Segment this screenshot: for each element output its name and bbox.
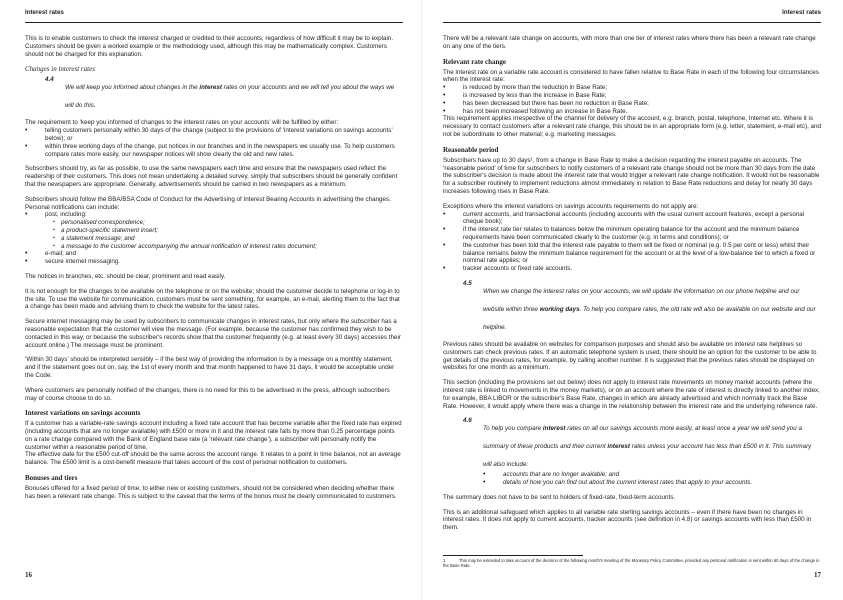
page-number: 17 <box>814 571 821 579</box>
footnote-number: 1 <box>443 558 446 563</box>
running-head: Interest rates <box>782 9 821 16</box>
list-item: • has not been increased following an increase in Base Rate. <box>443 108 821 116</box>
reasonable-period-paragraph: Subscribers have up to 30 days¹, from a change in Base Rate to make a decision regarding the interest payable on accounts. The ‘reasonable period’ of time for subscribers to notify customers of a relevant rate change should not be more than 30 days from the date the subscriber's decision is made about the interest rate that would trigger a relevant rate change notification. It would not be reasonable for a subscriber routinely to implement reductions almost immediately in relation to Base Rate reductions and delay for nearly 30 days increases following rises in Base Rate. <box>443 156 820 195</box>
header-rule <box>25 22 403 23</box>
page-right <box>443 0 821 600</box>
list-item: • post, including: <box>25 211 403 219</box>
exceptions-paragraph: Exceptions where the interest variations on savings accounts requirements do not apply are: <box>443 202 699 210</box>
list-item: • telling customers personally within 30 days of the change (subject to the provisions of ‘interest variations on savings accounts’ below); or <box>25 127 403 143</box>
header-rule <box>443 22 821 23</box>
relevant-rate-paragraph: The interest rate on a variable rate account is considered to have fallen relative to Base Rate in each of the following four circumstances when the interest rate: <box>443 68 819 84</box>
variations-heading: Interest variations on savings accounts <box>25 409 141 418</box>
list-item: • tracker accounts or fixed rate accounts. <box>443 265 821 273</box>
list-item: • the customer has been told that the interest rate payable to them will be fixed or nominal (e.g. 0.5 per cent or less) whilst their balance remains below the minimum balance requirement for the account or at the level of a low-balance tier to which a fixed or nominal rate applies; or <box>443 242 821 265</box>
telephone-paragraph: It is not enough for the changes to be available on the telephone or on the website; should the customer decide to telephone or log-in to the site. To use the website for communication, customers must be sent something, for example, an e-mail, alerting them to the fact that a change has been made and advising them to check the website for the latest rates. <box>25 287 400 311</box>
irrespective-paragraph: This requirement applies irrespective of the channel for delivery of the account, e.g. branch, postal, telephone, Internet etc. Where it is necessary to contact customers after a relevant rate change, this should be in an appropriate form (e.g. letter, statement, e-mail etc), and not be subordinate to other material; e.g. marketing messages. <box>443 115 821 138</box>
list-item: • if the interest rate tier relates to balances below the minimum operating balance for the account and the minimum balance requirements have been communicated clearly to the customer (e.g. in terms and conditions); or <box>443 226 821 242</box>
bonuses-paragraph: Bonuses offered for a fixed period of time, to either new or existing customers, should not be considered when deciding whether there has been a relevant rate change. This is subject to the caveat that the terms of the bonus must be clearly communicated to customers. <box>25 485 397 500</box>
footnote <box>443 558 821 569</box>
bonuses-heading: Bonuses and tiers <box>25 474 78 483</box>
list-item: • details of how you can find out about the current interest rates that apply to your accounts. <box>483 479 821 487</box>
list-item: • current accounts, and transactional accounts (including accounts with the usual current account features, except a personal cheque book); <box>443 211 821 227</box>
footnote-text: This may be extended to take account of the decision of the following month's meeting of the Monetary Policy Committee, provided any personal notification is sent within 60 days of the change in the Base Rate. <box>443 558 820 569</box>
commitment-number: 4.6 <box>463 417 472 425</box>
notices-paragraph: The notices in branches, etc. should be clear, prominent and read easily. <box>25 272 226 280</box>
list-item: • within three working days of the change, put notices in our branches and in the newspapers we usually use. To help customers compare rates more easily, our newspaper notices will show clearly the old and new rates. <box>25 143 403 159</box>
reasonable-period-heading: Reasonable period <box>443 145 499 154</box>
page-number: 16 <box>25 571 32 579</box>
sub-list-item: ▪ a product-specific statement insert; <box>25 227 403 235</box>
commitment-4-4 <box>25 76 403 112</box>
list-item: • e-mail; and <box>25 250 403 258</box>
secure-messaging-paragraph: Secure internet messaging may be used by subscribers to communicate changes in interest rates, but only where the subscriber has a reasonable expectation that the customer will view the message. (For example, because the customer has confirmed they wish to be contacted in this way, or because the subscriber's records show that the customer frequently (e.g. at least every 30 days) accesses their account online.) The message must be prominent. <box>25 318 401 349</box>
keep-informed-paragraph: The requirement to ‘keep you informed of changes to the interest rates on your accounts’ will be fulfilled by either: <box>25 119 339 127</box>
keep-informed-list <box>25 127 403 158</box>
sub-list-item: ▪ a message to the customer accompanying the annual notification of interest rates document; <box>25 243 403 251</box>
intro-paragraph: This is to enable customers to check the interest charged or credited to their accounts, regardless of how difficult it may be to explain. Customers should be given a worked example or the methodology used, although this may be mathematically complex. Customers should not be charged for this explanation. <box>25 35 394 58</box>
list-item: • is increased by less than the increase in Base Rate; <box>443 92 821 100</box>
list-item: • secure internet messaging. <box>25 258 403 266</box>
commitment-text: To help you compare interest rates on all our savings accounts more easily, at least once a year we will send you a summary of these products and their current interest rates unless your account has less than £500 in it. This summary will also include: <box>483 425 812 469</box>
money-market-paragraph: This section (including the provisions set out below) does not apply to interest rate movements on money market accounts (where the interest rate is linked to movements in the money markets), or on an account where the rate of interest is directly linked to another index, for example, BBA LIBOR or the subscriber's Base Rate, changes in which are already advertised and which normally track the Base Rate. However, it would apply where there was a change in the relationship between the interest rate and the underlying reference rate. <box>443 379 820 410</box>
relevant-rate-list <box>443 84 821 115</box>
safeguard-paragraph: This is an additional safeguard which applies to all variable rate sterling savings accounts – even if there have been no changes in interest rates. It does not apply to current accounts, tracker accounts (see definition in 4.8) or savings accounts with less than £500 in them. <box>443 508 812 532</box>
notification-methods-list <box>25 211 403 266</box>
commitment-number: 4.4 <box>45 76 54 84</box>
page-left <box>25 0 403 600</box>
commitment-text: We will keep you informed about changes in the interest rates on your accounts and we will tell you about the ways we will do this. <box>65 84 395 110</box>
bba-code-paragraph: Subscribers should follow the BBA/BSA Code of Conduct for the Advertising of Interest Bearing Accounts in advertising the changes. Personal notifications can include: <box>25 195 391 211</box>
page-gutter <box>421 0 422 600</box>
list-item: • has been decreased but there has been no reduction in Base Rate; <box>443 100 821 108</box>
sub-list-item: ▪ a statement message; and <box>25 235 403 243</box>
exceptions-list <box>443 211 821 273</box>
newspapers-paragraph: Subscribers should try, as far as possible, to use the same newspapers each time and ensure that the newspapers used reflect the readership of their customers. This does not mean undertaking a detailed survey, simply that subscribers should be generally confident that the newspapers are appropriate. Generally, advertisements should be carried in two newspapers as a minimum. <box>25 165 398 188</box>
summary-list <box>443 471 821 487</box>
footnote-rule <box>443 555 583 556</box>
fixed-term-paragraph: The summary does not have to be sent to holders of fixed-rate, fixed-term accounts. <box>443 493 676 501</box>
commitment-number: 4.5 <box>463 279 472 287</box>
page-left-body <box>25 35 403 508</box>
variations-paragraph: If a customer has a variable-rate savings account including a fixed rate account that has become variable after the fixed rate has expired (including accounts that are no longer available) with £500 or more in it and the interest rate falls by more than 0.25 percentage points on a rate change compared with the Bank of England base rate (a ‘relevant rate change’), a subscriber will personally notify the customer within a reasonable period of time. <box>25 420 402 451</box>
page-right-body <box>443 35 821 539</box>
personally-notified-paragraph: Where customers are personally notified of the changes, there is no need for this to be advertised in the press, although subscribers may of course choose to do so. <box>25 386 390 402</box>
within-30-days-paragraph: ‘Within 30 days’ should be interpreted sensibly – if the best way of providing the information is by a message on a monthly statement, and if the statement goes out on, say, the 1st of every month and that month happened to have 31 days, it would be acceptable under the Code. <box>25 356 395 379</box>
commitment-4-5 <box>443 280 821 334</box>
tiers-paragraph: There will be a relevant rate change on accounts, with more than one tier of interest rates where there has been a relevant rate change on any one of the tiers. <box>443 35 816 50</box>
commitment-text: When we change the interest rates on your accounts, we will update the information on our phone helpline and our website within three working days. To help you compare rates, the old rate will also be available on our website and our helpline. <box>483 287 816 331</box>
changes-heading: Changes in interest rates <box>25 65 95 74</box>
running-head: Interest rates <box>25 9 64 16</box>
sub-list-item: ▪ personalised correspondence; <box>25 219 403 227</box>
cutoff-paragraph: The effective date for the £500 cut-off should be the same across the account range. It relates to a point in time balance, not an average balance. The £500 limit is a cost-benefit measure that takes account of the cost of personal notification to customers. <box>25 451 401 467</box>
list-item: • is reduced by more than the reduction in Base Rate; <box>443 84 821 92</box>
commitment-4-6 <box>443 417 821 471</box>
list-item: • accounts that are no longer available; and <box>483 471 821 479</box>
previous-rates-paragraph: Previous rates should be available on websites for comparison purposes and should also be available on interest rate helplines so customers can check previous rates. If an automatic telephone system is used, there should be an option for the customer to be able to get details of the previous rates, for example, by calling another number. It is suggested that the previous rates should be displayed on websites for one month as a minimum. <box>443 340 817 372</box>
relevant-rate-heading: Relevant rate change <box>443 57 506 66</box>
